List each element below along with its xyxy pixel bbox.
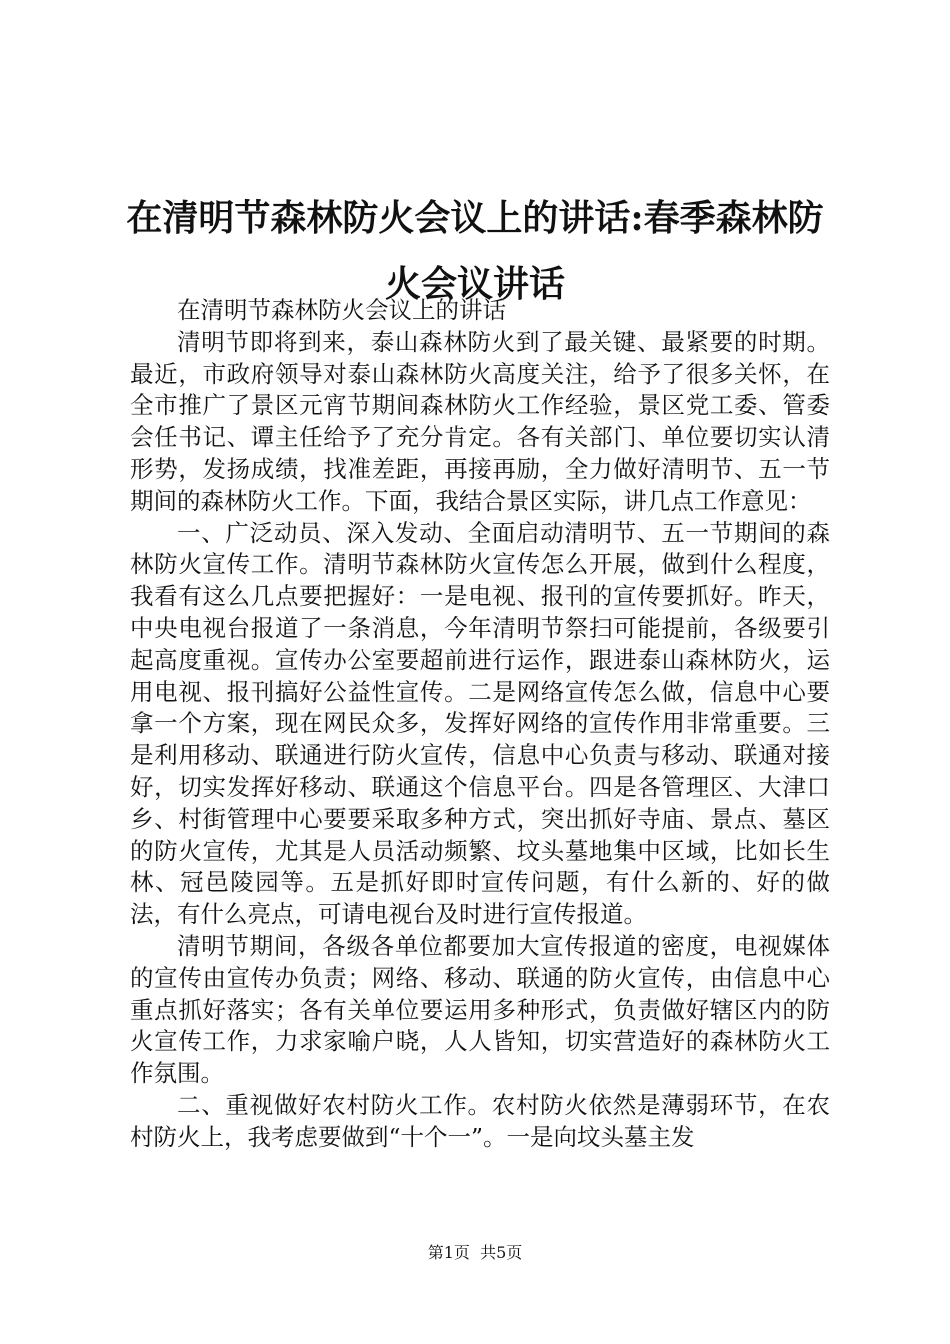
page-number: 第1页 [427,1243,470,1262]
page-footer [0,1243,950,1263]
document-title: 在清明节森林防火会议上的讲话:春季森林防火会议讲话 [126,197,824,305]
document-body [130,295,830,1154]
paragraph-section-1-followup: 清明节期间，各级各单位都要加大宣传报道的密度，电视媒体的宣传由宣传办负责；网络、移动、联通的防火宣传，由信息中心重点抓好落实；各有关单位要运用多种形式，负责做好辖区内的防火宣传工作，力求家喻户晓，人人皆知，切实营造好的森林防火工作氛围。 [130,931,830,1088]
paragraph-section-1: 一、广泛动员、深入发动、全面启动清明节、五一节期间的森林防火宣传工作。清明节森林防火宣传怎么开展，做到什么程度，我看有这么几点要把握好：一是电视、报刊的宣传要抓好。昨天，中央电视台报道了一条消息，今年清明节祭扫可能提前，各级要引起高度重视。宣传办公室要超前进行运作，跟进泰山森林防火，运用电视、报刊搞好公益性宣传。二是网络宣传怎么做，信息中心要拿一个方案，现在网民众多，发挥好网络的宣传作用非常重要。三是利用移动、联通进行防火宣传，信息中心负责与移动、联通对接好，切实发挥好移动、联通这个信息平台。四是各管理区、大津口乡、村街管理中心要要采取多种方式，突出抓好寺庙、景点、墓区的防火宣传，尤其是人员活动频繁、坟头墓地集中区域，比如长生林、冠邑陵园等。五是抓好即时宣传问题，有什么新的、好的做法，有什么亮点，可请电视台及时进行宣传报道。 [130,518,830,929]
paragraph-section-2: 二、重视做好农村防火工作。农村防火依然是薄弱环节，在农村防火上，我考虑要做到“十个一”。一是向坟头墓主发 [130,1090,830,1151]
page-total: 共5页 [480,1243,523,1262]
paragraph-subtitle: 在清明节森林防火会议上的讲话 [177,296,506,324]
paragraph-intro: 清明节即将到来，泰山森林防火到了最关键、最紧要的时期。最近，市政府领导对泰山森林防火高度关注，给予了很多关怀，在全市推广了景区元宵节期间森林防火工作经验，景区党工委、管委会任书记、谭主任给予了充分肯定。各有关部门、单位要切实认清形势，发扬成绩，找准差距，再接再励，全力做好清明节、五一节期间的森林防火工作。下面，我结合景区实际，讲几点工作意见： [130,327,830,515]
